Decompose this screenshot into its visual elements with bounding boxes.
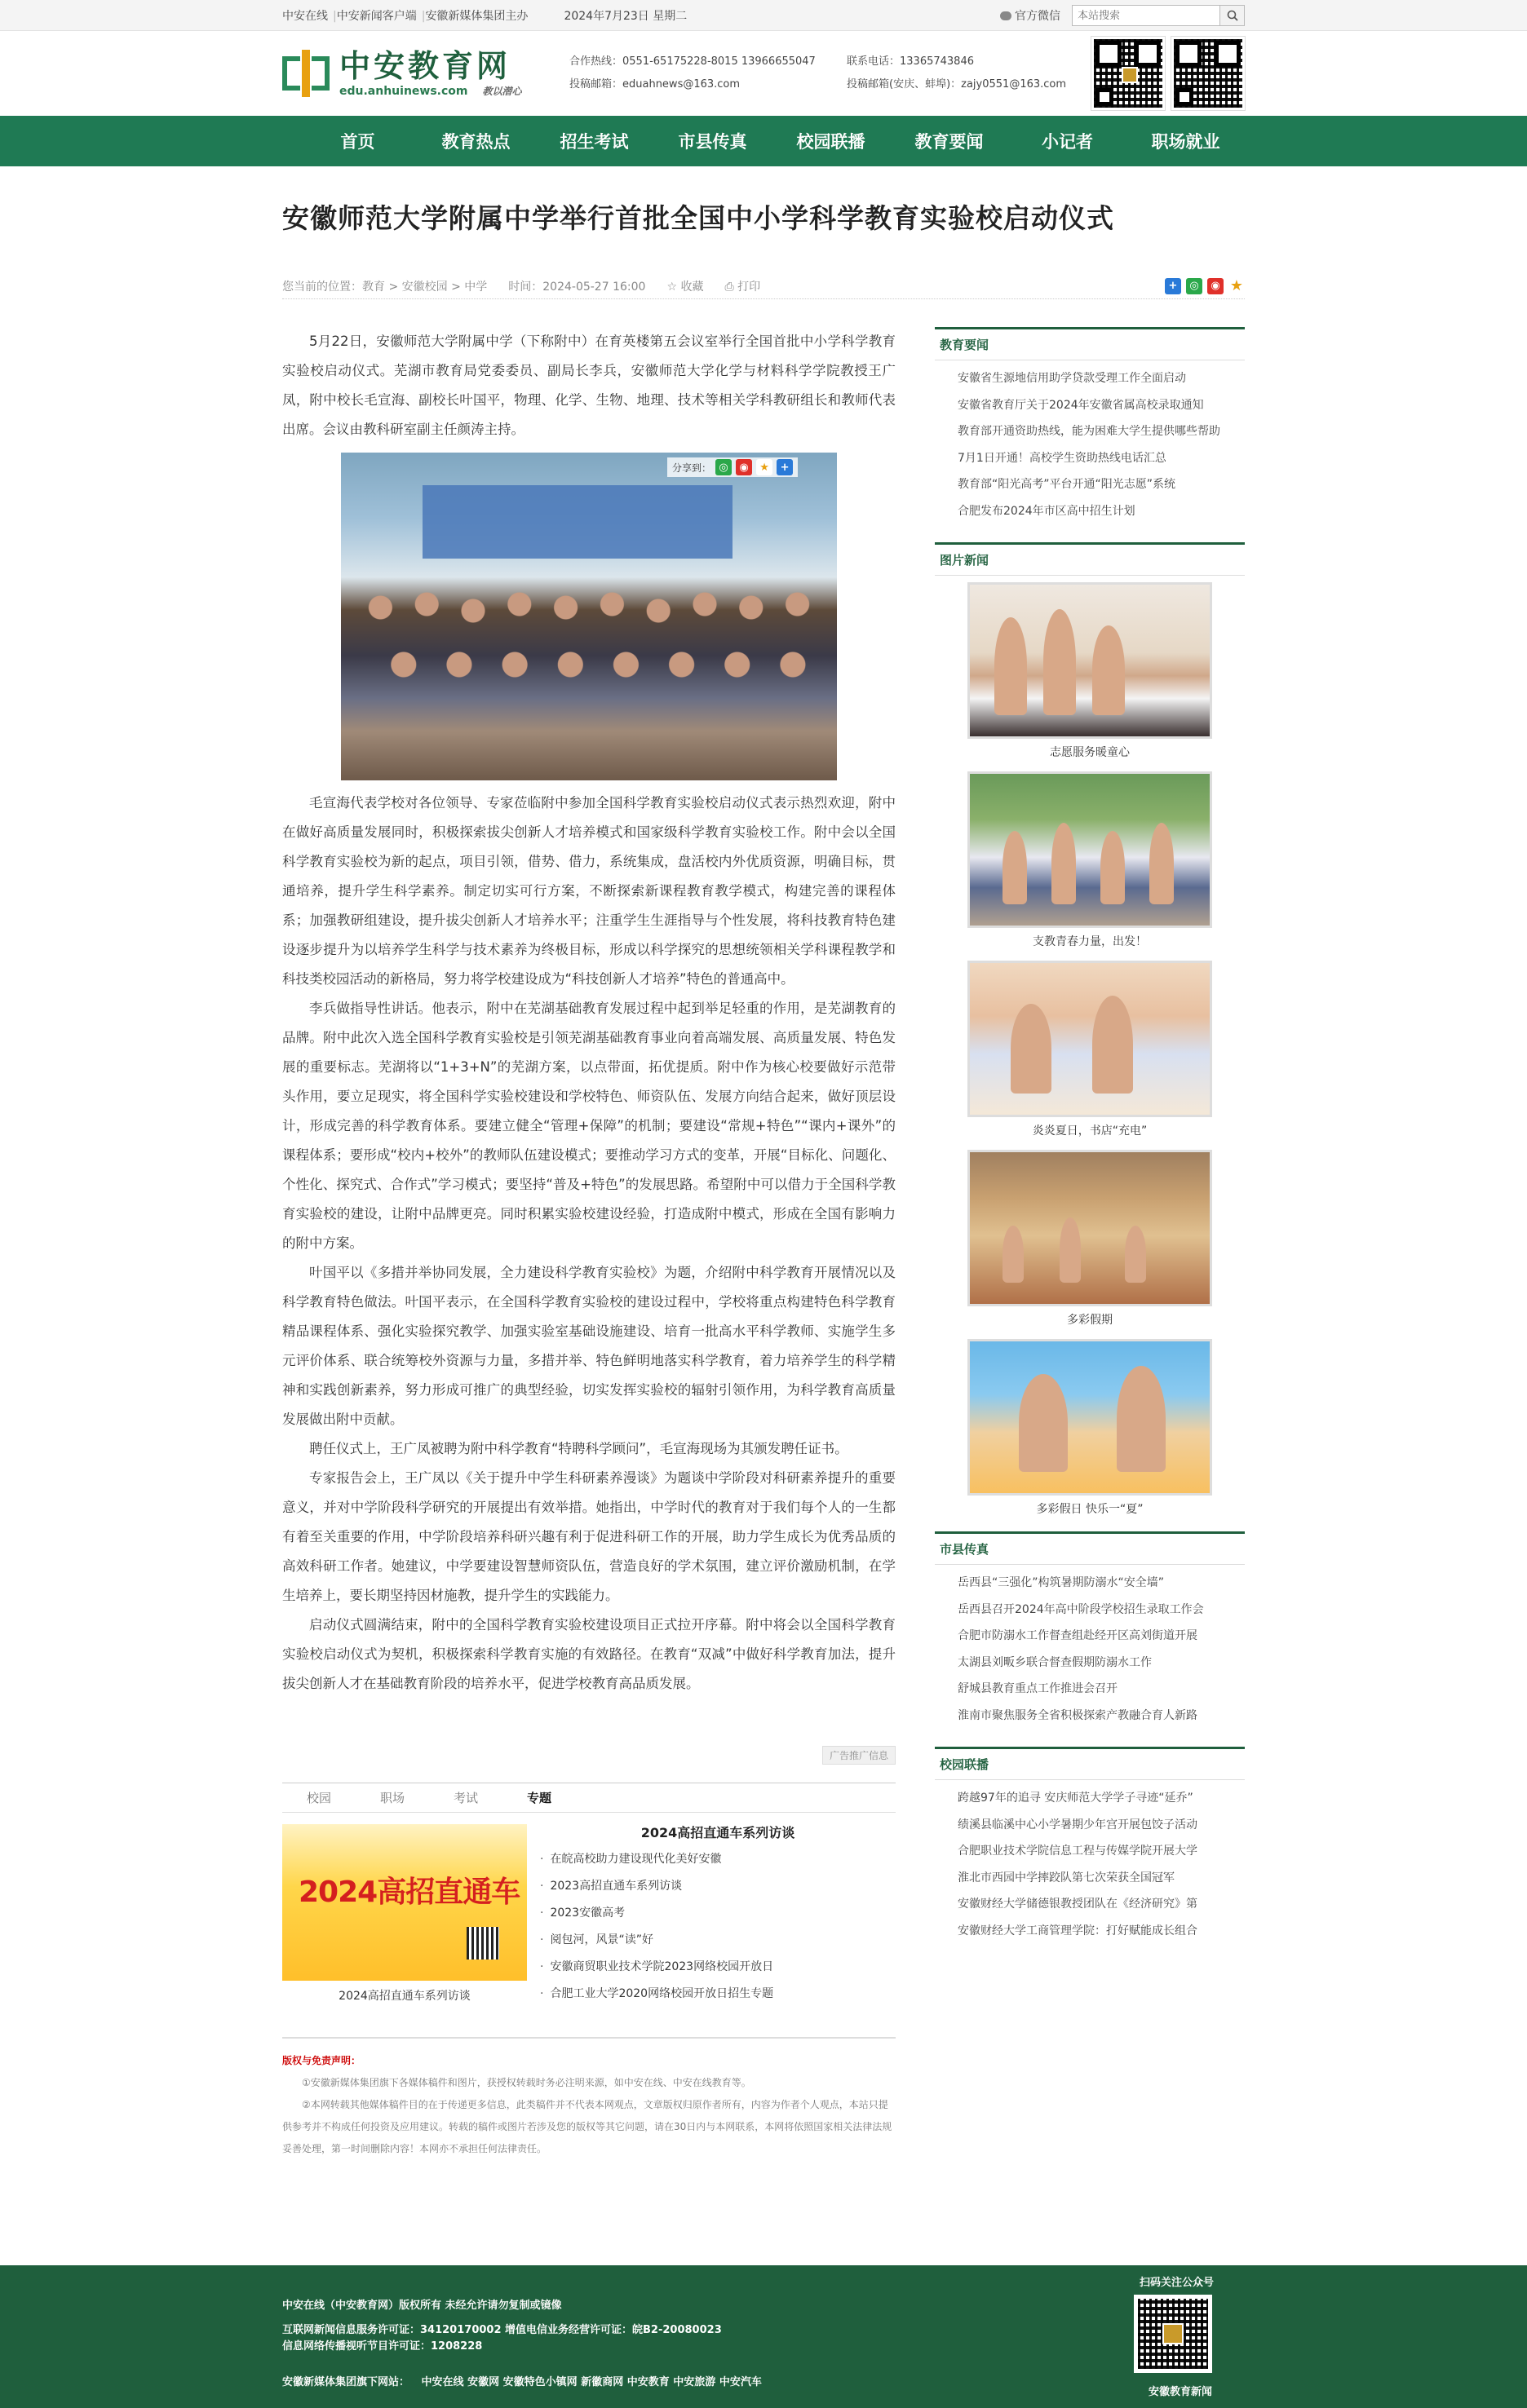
list-item[interactable]: 岳西县召开2024年高中阶段学校招生录取工作会 — [958, 1602, 1204, 1616]
header-qr-codes — [1091, 37, 1245, 110]
photo-card[interactable] — [967, 961, 1212, 1138]
photo-thumbnail[interactable] — [967, 1150, 1212, 1306]
sidebar-county-title[interactable]: 市县传真 — [935, 1534, 1245, 1565]
nav-campus[interactable]: 校园联播 — [796, 132, 865, 152]
footer-qr-caption: 安徽教育新闻 — [1148, 2386, 1212, 2398]
nav-hot[interactable]: 教育热点 — [441, 132, 511, 152]
sidebar-news-title[interactable]: 教育要闻 — [935, 329, 1245, 360]
paragraph: 毛宣海代表学校对各位领导、专家莅临附中参加全国科学教育实验校启动仪式表示热烈欢迎，附中在做好高质量发展同时，积极探索拔尖创新人才培养模式和国家级科学教育实验校工作。附中会以全国科学教育实验校为新的起点，项目引领，借势、借力，系统集成，盘活校内外优质资源，明确目标，贯通培养，提升学生科学素养。制定切实可行方案，不断探索新课程教育教学模式，构建完善的课程体系；加强教研组建设，提升拔尖创新人才培养水平；注重学生生涯指导与个性发展，将科技教育特色建设逐步提升为以培养学生科学与技术素养为终极目标，形成以科学探究的思想统领相关学科课程教学和科技类校园活动的新格局，努力将学校建设成为“科技创新人才培养”特色的普通高中。 — [282, 795, 896, 987]
list-item[interactable]: 7月1日开通！高校学生资助热线电话汇总 — [958, 451, 1166, 465]
photo-card[interactable] — [967, 582, 1212, 760]
topic-list-title[interactable]: 2024高招直通车系列访谈 — [640, 1825, 795, 1840]
logo-mark-icon — [282, 50, 330, 97]
logo-domain: edu.anhuinews.com 教以潜心 — [339, 85, 522, 98]
topic-tab-box — [282, 1783, 896, 2008]
photo-share-plus-icon[interactable]: + — [777, 459, 793, 475]
footer-site-link[interactable]: 中安教育 — [626, 2376, 670, 2388]
nav-exam[interactable]: 招生考试 — [560, 132, 629, 152]
top-bar — [0, 0, 1527, 31]
site-footer — [0, 2265, 1527, 2408]
search-icon — [1227, 10, 1238, 21]
list-item[interactable]: 合肥职业技术学院信息工程与传媒学院开展大学 — [958, 1845, 1197, 1858]
list-item[interactable]: · 安徽商贸职业技术学院2023网络校园开放日 — [540, 1954, 896, 1981]
list-item[interactable]: 合肥市防溺水工作督查组赴经开区高刘街道开展 — [958, 1629, 1197, 1642]
sidebar-photos-title[interactable]: 图片新闻 — [935, 545, 1245, 576]
photo-share-star-icon[interactable]: ★ — [756, 459, 772, 475]
list-item[interactable]: 太湖县刘畈乡联合督查假期防溺水工作 — [958, 1655, 1152, 1669]
photo-share-label: 分享到： — [672, 462, 712, 474]
site-logo[interactable] — [282, 48, 540, 99]
list-item[interactable]: · 合肥工业大学2020网络校园开放日招生专题 — [540, 1981, 896, 2008]
list-item[interactable]: 安徽财经大学储德银教授团队在《经济研究》第 — [958, 1898, 1197, 1911]
qr-code-1 — [1091, 37, 1165, 110]
nav-career[interactable]: 职场就业 — [1151, 132, 1220, 152]
footer-qr-title: 扫码关注公众号 — [1139, 2277, 1214, 2289]
article-body — [282, 327, 896, 1699]
search-input[interactable] — [1073, 6, 1219, 25]
list-item[interactable]: · 在皖高校助力建设现代化美好安徽 — [540, 1846, 896, 1873]
list-item[interactable]: 合肥发布2024年市区高中招生计划 — [958, 504, 1135, 518]
photo-thumbnail[interactable] — [967, 1339, 1212, 1496]
contact-email-regional: 投稿邮箱(安庆、蚌埠)：zajy0551@163.com — [847, 78, 1067, 91]
logo-title: 中安教育网 — [339, 47, 511, 84]
tab-exam[interactable]: 考试 — [454, 1791, 479, 1805]
photo-caption[interactable]: 多彩假期 — [1067, 1314, 1113, 1327]
site-header — [0, 31, 1527, 116]
list-item[interactable]: 安徽省教育厅关于2024年安徽省属高校录取通知 — [958, 398, 1204, 412]
publish-time: 时间：2024-05-27 16:00 — [508, 280, 646, 294]
footer-copyright: 中安在线（中安教育网）版权所有 未经允许请勿复制或镜像 — [282, 2300, 562, 2312]
photo-caption[interactable]: 支教青春力量，出发！ — [1033, 935, 1147, 948]
nav-home[interactable]: 首页 — [340, 132, 375, 152]
article-title: 安徽师范大学附属中学举行首批全国中小学科学教育实验校启动仪式 — [282, 202, 1114, 234]
paragraph: 专家报告会上，王广凤以《关于提升中学生科研素养漫谈》为题谈中学阶段对科研素养提升的重要意义，并对中学阶段科学研究的开展提出有效举措。她指出，中学时代的教育对于我们每个人的一生都有着至关重要的作用，中学阶段培养科研兴趣有利于促进科研工作的开展，助力学生成长为优秀品质的高效科研工作者。她建议，中学要建设智慧师资队伍，营造良好的学术氛围，建立评价激励机制，在学生培养上，要长期坚持因材施教，提升学生的实践能力。 — [282, 1470, 896, 1603]
disclaimer-line: ②本网转载其他媒体稿件目的在于传递更多信息，此类稿件并不代表本网观点，文章版权归原作者所有，内容为作者个人观点，本站只提供参考并不构成任何投资及应用建议。转载的稿件或图片若涉及您的版权等其它问题，请在30日内与本网联系，本网将依照国家相关法律法规妥善处理，第一时间删除内容！本网亦不承担任何法律责任。 — [282, 2099, 892, 2154]
paragraph: 聘任仪式上，王广凤被聘为附中科学教育“特聘科学顾问”，毛宣海现场为其颁发聘任证书。 — [309, 1441, 848, 1456]
footer-license: 信息网络传播视听节目许可证：1208228 — [282, 2340, 483, 2353]
nav-news[interactable]: 教育要闻 — [914, 132, 984, 152]
list-item[interactable]: 安徽省生源地信用助学贷款受理工作全面启动 — [958, 372, 1186, 385]
footer-site-link[interactable]: 中安在线 — [421, 2376, 464, 2388]
share-buttons — [1165, 278, 1245, 294]
contact-hotline: 合作热线：0551-65175228-8015 13966655047 — [569, 55, 816, 68]
breadcrumb[interactable]: 教育 > 安徽校园 > 中学 — [362, 280, 488, 294]
photo-thumbnail[interactable] — [967, 771, 1212, 928]
article-meta — [282, 273, 1245, 299]
current-date: 2024年7月23日 星期二 — [564, 10, 688, 23]
wechat-label: 官方微信 — [1015, 10, 1060, 23]
search-box — [1072, 5, 1245, 26]
disclaimer-line: ①安徽新媒体集团旗下各媒体稿件和图片，获授权转载时务必注明来源，如中安在线、中安在线教育等。 — [302, 2077, 751, 2088]
topic-tabs — [282, 1783, 896, 1813]
link-host: 安徽新媒体集团主办 — [425, 10, 529, 23]
list-item[interactable]: 教育部“阳光高考”平台开通“阳光志愿”系统 — [958, 478, 1176, 491]
list-item[interactable]: 跨越97年的追寻 安庆师范大学学子寻迹“延乔” — [958, 1792, 1193, 1805]
wechat-icon — [1000, 11, 1011, 20]
footer-sites — [282, 2373, 762, 2388]
list-item[interactable]: 安徽财经大学工商管理学院：打好赋能成长组合 — [958, 1924, 1197, 1937]
tab-career[interactable]: 职场 — [380, 1791, 405, 1805]
article-photo — [341, 453, 837, 780]
photo-card[interactable] — [967, 1150, 1212, 1328]
list-item[interactable]: · 阅包河，风景“读”好 — [540, 1927, 896, 1954]
photo-caption[interactable]: 炎炎夏日，书店“充电” — [1032, 1124, 1148, 1138]
poster-caption[interactable]: 2024高招直通车系列访谈 — [339, 1990, 471, 2003]
footer-site-link[interactable]: 中安汽车 — [719, 2376, 762, 2388]
paragraph: 启动仪式圆满结束，附中的全国科学教育实验校建设项目正式拉开序幕。附中将会以全国科学教育实验校启动仪式为契机，积极探索科学教育实施的有效路径。在教育“双减”中做好科学教育加法，提升拔尖创新人才在基础教育阶段的培养水平，促进学校教育高品质发展。 — [282, 1617, 896, 1691]
footer-site-link[interactable]: 安徽网 — [467, 2376, 500, 2388]
sidebar-county — [935, 1531, 1245, 1732]
sidebar-news — [935, 327, 1245, 528]
topic-list — [540, 1846, 896, 2008]
share-weibo-icon[interactable]: ◉ — [1207, 278, 1224, 294]
top-links: 中安在线 |中安新闻客户端 |安徽新媒体集团主办 — [282, 10, 529, 23]
link-client[interactable]: 中安新闻客户端 — [336, 10, 417, 23]
list-item[interactable]: 舒城县教育重点工作推进会召开 — [958, 1682, 1118, 1695]
sidebar — [935, 327, 1245, 2160]
disclaimer — [282, 2037, 896, 2160]
paragraph: 李兵做指导性讲话。他表示，附中在芜湖基础教育发展过程中起到举足轻重的作用，是芜湖教育的品牌。附中此次入选全国科学教育实验校是引领芜湖基础教育事业向着高端发展、高质量发展、特色发展的重要标志。芜湖将以“1+3+N”的芜湖方案，以点带面，拓优提质。附中作为核心校要做好示范带头作用，要立足现实，将全国科学实验校建设和学校特色、师资队伍、发展方向结合起来，做好顶层设计，形成完善的科学教育体系。要建立健全“管理+保障”的机制；要建设“常规+特色”“课内+课外”的课程体系；要形成“校内+校外”的教师队伍建设模式；要推动学习方式的变革，开展“目标化、问题化、个性化、探究式、合作式”学习模式；要坚持“普及+特色”的发展思路。希望附中可以借力于全国科学教育实验校的建设，让附中品牌更亮。同时积累实验校建设经验，打造成附中模式，形成在全国有影响力的附中方案。 — [282, 1001, 896, 1251]
photo-caption[interactable]: 多彩假日 快乐一“夏” — [1036, 1503, 1144, 1516]
share-star-icon[interactable]: ★ — [1229, 277, 1244, 294]
favorite-button[interactable]: ☆ 收藏 — [666, 280, 704, 294]
footer-qr-code — [1134, 2295, 1212, 2373]
footer-site-link[interactable]: 新徽商网 — [581, 2376, 624, 2388]
photo-card[interactable] — [967, 1339, 1212, 1517]
footer-license: 互联网新闻信息服务许可证：34120170002 增值电信业务经营许可证：皖B2-20080023 — [282, 2324, 722, 2336]
search-button[interactable] — [1219, 6, 1244, 25]
logo-signature: 教以潜心 — [482, 86, 522, 97]
list-item[interactable]: 教育部开通资助热线，能为困难大学生提供哪些帮助 — [958, 425, 1220, 438]
location-label: 您当前的位置： — [282, 280, 362, 294]
photo-caption[interactable]: 志愿服务暖童心 — [1050, 746, 1130, 759]
contact-email: 投稿邮箱：eduahnews@163.com — [569, 78, 741, 91]
tab-topic[interactable]: 专题 — [527, 1791, 552, 1805]
footer-site-link[interactable]: 安徽特色小镇网 — [502, 2376, 578, 2388]
list-item[interactable]: 岳西县“三强化”构筑暑期防溺水“安全墙” — [958, 1576, 1165, 1589]
nav-county[interactable]: 市县传真 — [678, 132, 747, 152]
photo-thumbnail[interactable] — [967, 961, 1212, 1117]
photo-share-wechat-icon[interactable]: ◎ — [715, 459, 732, 475]
list-item[interactable]: 淮南市聚焦服务全省积极探索产教融合育人新路 — [958, 1708, 1197, 1722]
list-item[interactable]: 淮北市西园中学摔跤队第七次荣获全国冠军 — [958, 1871, 1175, 1884]
contact-info — [569, 51, 1091, 96]
list-item[interactable]: · 2023安徽高考 — [540, 1900, 896, 1927]
disclaimer-title: 版权与免责声明： — [282, 2055, 361, 2066]
topic-poster[interactable] — [282, 1824, 527, 1981]
poster-title: 2024高招直通车 — [299, 1876, 520, 1909]
photo-share-bar — [667, 457, 798, 477]
link-zhongan[interactable]: 中安在线 — [282, 10, 328, 23]
list-item[interactable]: · 2023高招直通车系列访谈 — [540, 1873, 896, 1900]
photo-share-weibo-icon[interactable]: ◉ — [736, 459, 752, 475]
contact-phone: 联系电话：13365743846 — [847, 55, 974, 68]
ad-tag: 广告推广信息 — [282, 1746, 896, 1765]
wechat-link[interactable] — [1000, 7, 1060, 24]
paragraph: 叶国平以《多措并举协同发展，全力建设科学教育实验校》为题，介绍附中科学教育开展情况以及科学教育特色做法。叶国平表示，在全国科学教育实验校的建设过程中，学校将重点构建特色科学教育精品课程体系、强化实验探究教学、加强实验室基础设施建设、培育一批高水平科学教师、实施学生多元评价体系、联合统筹校外资源与力量，多措并举、特色鲜明地落实科学教育，着力培养学生的科学精神和实践创新素养，努力形成可推广的典型经验，切实发挥实验校的辐射引领作用，为科学教育高质量发展做出附中贡献。 — [282, 1265, 896, 1427]
qr-code-2 — [1171, 37, 1245, 110]
photo-thumbnail[interactable] — [967, 582, 1212, 739]
main-nav — [0, 116, 1527, 166]
share-wechat-icon[interactable]: ◎ — [1186, 278, 1202, 294]
footer-sites-label: 安徽新媒体集团旗下网站： — [282, 2376, 410, 2388]
sidebar-photos — [935, 542, 1245, 1517]
share-plus-icon[interactable]: + — [1165, 278, 1181, 294]
sidebar-campus — [935, 1747, 1245, 1947]
print-button[interactable]: ⎙ 打印 — [724, 280, 761, 294]
photo-card[interactable] — [967, 771, 1212, 949]
nav-reporter[interactable]: 小记者 — [1042, 132, 1093, 152]
sidebar-campus-title[interactable]: 校园联播 — [935, 1749, 1245, 1780]
tab-campus[interactable]: 校园 — [307, 1791, 332, 1805]
footer-licenses — [282, 2322, 722, 2355]
footer-site-link[interactable]: 中安旅游 — [673, 2376, 716, 2388]
paragraph: 5月22日，安徽师范大学附属中学（下称附中）在育英楼第五会议室举行全国首批中小学科学教育实验校启动仪式。芜湖市教育局党委委员、副局长李兵，安徽师范大学化学与材料科学学院教授王广凤，附中校长毛宣海、副校长叶国平，物理、化学、生物、地理、技术等相关学科教研组长和教师代表出席。会议由教科研室副主任颜涛主持。 — [282, 334, 896, 437]
list-item[interactable]: 绩溪县临溪中心小学暑期少年宫开展包饺子活动 — [958, 1818, 1197, 1831]
